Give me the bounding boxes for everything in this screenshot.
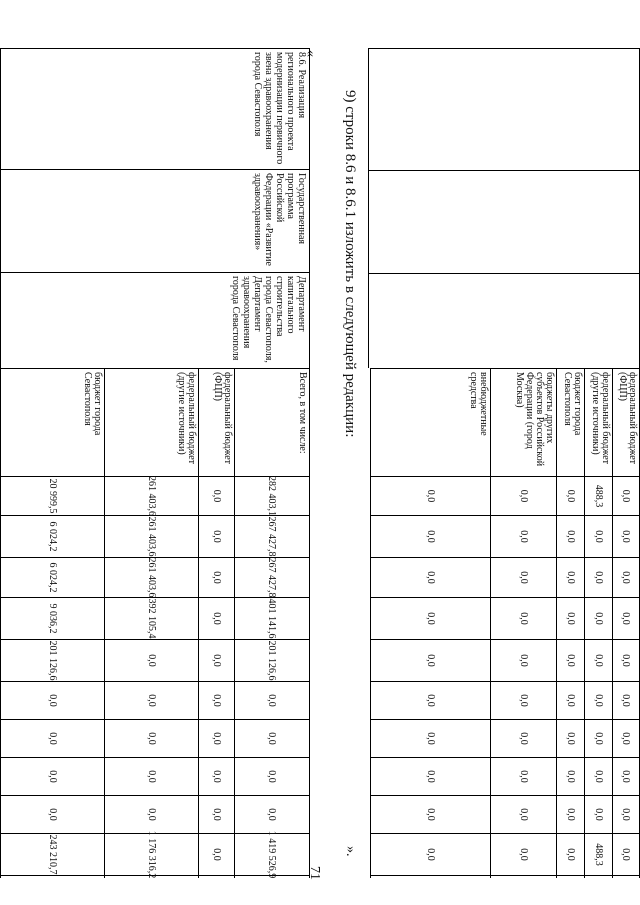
previous-table-value-cell: 0,0 [371,477,490,516]
previous-table-value-cell: 0,0 [557,558,584,598]
previous-table-value-cell: 0,0 [371,558,490,598]
main-table-value-cell: 0,0 [199,758,234,796]
previous-table-value-cell: 0,0 [613,720,639,758]
previous-table-value-cell: 0,0 [491,682,556,720]
main-table [0,48,310,878]
main-table-value-cell: 0,0 [105,640,198,682]
previous-table-value-cell: 0,0 [585,796,612,834]
page-heading: 9) строки 8.6 и 8.6.1 изложить в следующей редакции: [342,90,358,438]
previous-table-value-cell: 0,0 [491,720,556,758]
previous-table-row-label: федеральный бюджет (ФЦП) [613,368,639,477]
previous-table-value-cell: 0,0 [585,598,612,640]
main-table-value-cell: 0,0 [199,598,234,640]
main-table-value-cell: 0,0 [1,758,104,796]
previous-table-value-cell: 0,0 [557,834,584,876]
main-table-row-label: федеральный бюджет (ФЦП) [199,368,234,477]
main-table-value-cell: 201 126,6 [235,640,309,682]
previous-table-value-cell: 0,0 [491,834,556,876]
previous-table-value-cell: 0,0 [371,720,490,758]
previous-table-value-cell: 0,0 [557,477,584,516]
main-table-value-cell: 0,0 [235,758,309,796]
previous-table-value-cell: 0,0 [557,598,584,640]
previous-table-row-label: федеральный бюджет (другие источники) [585,368,612,477]
main-table-value-cell: 0,0 [1,682,104,720]
divider [369,273,639,274]
previous-table-value-cell: 0,0 [585,640,612,682]
main-table-value-cell: 0,0 [199,682,234,720]
main-table-row [198,368,234,878]
main-table-row-label: бюджет города Севастополя [1,368,104,477]
previous-table-value-cell: 0,0 [557,682,584,720]
main-table-row [234,368,310,878]
main-table-value-cell: 282 403,1 [235,477,309,516]
previous-table [370,48,640,878]
main-table-value-cell: 261 403,6 [105,516,198,558]
previous-table-row [584,368,612,878]
main-table-value-cell: 1 419 526,9 [235,834,309,876]
main-table-value-cell: 267 427,8 [235,558,309,598]
main-table-value-cell: 0,0 [199,558,234,598]
previous-table-row [370,368,490,878]
main-table-value-cell: 0,0 [105,720,198,758]
previous-table-row-label: бюджеты других субъектов Российской Федерации (город Москва) [491,368,556,477]
previous-table-value-cell: 0,0 [613,682,639,720]
main-table-rows [0,368,310,878]
previous-table-value-cell: 0,0 [557,796,584,834]
divider [369,170,639,171]
previous-table-value-cell: 0,0 [613,834,639,876]
main-table-value-cell: 261 403,6 [105,477,198,516]
main-table-value-cell: 201 126,6 [1,640,104,682]
main-table-value-cell: 0,0 [1,796,104,834]
previous-table-row-label: бюджет города Севастополя [557,368,584,477]
previous-table-value-cell: 0,0 [613,758,639,796]
closing-quote: ». [343,846,358,857]
main-table-value-cell: 392 105,4 [105,598,198,640]
previous-table-value-cell: 0,0 [613,516,639,558]
main-table-value-cell: 0,0 [105,682,198,720]
previous-table-value-cell: 0,0 [491,598,556,640]
previous-table-value-cell: 0,0 [371,682,490,720]
main-table-value-cell: 261 403,6 [105,558,198,598]
previous-table-value-cell: 0,0 [613,796,639,834]
previous-table-value-cell: 0,0 [585,558,612,598]
measure-name-cell [0,48,310,169]
main-table-value-cell: 0,0 [235,720,309,758]
previous-table-value-cell: 0,0 [585,720,612,758]
main-table-value-cell: 401 141,6 [235,598,309,640]
previous-table-value-cell: 0,0 [585,516,612,558]
previous-table-value-cell: 0,0 [491,516,556,558]
previous-table-value-cell: 0,0 [491,758,556,796]
previous-table-row [556,368,584,878]
executor-cell [0,272,310,368]
previous-table-row [612,368,640,878]
previous-table-row-label: внебюджетные средства [371,368,490,477]
main-table-value-cell: 0,0 [235,796,309,834]
main-table-value-cell: 243 210,7 [1,834,104,876]
previous-table-value-cell: 0,0 [371,598,490,640]
main-table-value-cell: 0,0 [199,834,234,876]
opening-quote: « [303,50,318,57]
main-table-value-cell: 6 024,2 [1,516,104,558]
main-table-value-cell: 6 024,2 [1,558,104,598]
previous-table-row [490,368,556,878]
previous-table-value-cell: 0,0 [371,640,490,682]
main-table-value-cell: 0,0 [105,758,198,796]
previous-table-value-cell: 0,0 [585,682,612,720]
previous-table-value-cell: 488,3 [585,834,612,876]
previous-table-value-cell: 0,0 [557,758,584,796]
main-table-value-cell: 0,0 [199,640,234,682]
previous-table-value-cell: 0,0 [613,477,639,516]
main-table-row-label: Всего, в том числе: [235,368,309,477]
main-table-value-cell: 0,0 [105,796,198,834]
main-table-value-cell: 0,0 [199,796,234,834]
previous-table-value-cell: 0,0 [557,640,584,682]
previous-table-blank-block [368,48,640,368]
previous-table-value-cell: 0,0 [491,796,556,834]
main-table-value-cell: 0,0 [1,720,104,758]
main-table-value-cell: 1 176 316,2 [105,834,198,876]
previous-table-value-cell: 488,3 [585,477,612,516]
previous-table-value-cell: 0,0 [491,477,556,516]
previous-table-value-cell: 0,0 [371,516,490,558]
previous-table-value-cell: 0,0 [491,558,556,598]
page-number: 71 [307,866,322,880]
previous-table-value-cell: 0,0 [491,640,556,682]
main-table-value-cell: 0,0 [199,720,234,758]
main-table-value-cell: 9 036,2 [1,598,104,640]
main-table-row-label: федеральный бюджет (другие источники) [105,368,198,477]
previous-table-rows [370,368,640,878]
previous-table-value-cell: 0,0 [557,720,584,758]
main-table-value-cell: 0,0 [199,477,234,516]
previous-table-value-cell: 0,0 [613,640,639,682]
previous-table-value-cell: 0,0 [371,796,490,834]
measure-name: 8.6. Реализация регионального проекта модернизации первичного звена здравоохранения города Севастополя [252,52,307,165]
previous-table-value-cell: 0,0 [613,558,639,598]
previous-table-value-cell: 0,0 [557,516,584,558]
previous-table-value-cell: 0,0 [585,758,612,796]
main-table-row [104,368,198,878]
program-cell [0,169,310,272]
previous-table-value-cell: 0,0 [613,598,639,640]
main-table-value-cell: 0,0 [235,682,309,720]
previous-table-value-cell: 0,0 [371,758,490,796]
main-table-value-cell: 20 999,5 [1,477,104,516]
executor-name: Департамент капитального строительства города Севастополя, Департамент здравоохранения города Севастополя [230,276,307,363]
main-table-row [0,368,104,878]
main-table-value-cell: 0,0 [199,516,234,558]
main-table-value-cell: 267 427,8 [235,516,309,558]
program-name: Государственная программа Российской Федерации «Развитие здравоохранения» [252,173,307,266]
previous-table-value-cell: 0,0 [371,834,490,876]
